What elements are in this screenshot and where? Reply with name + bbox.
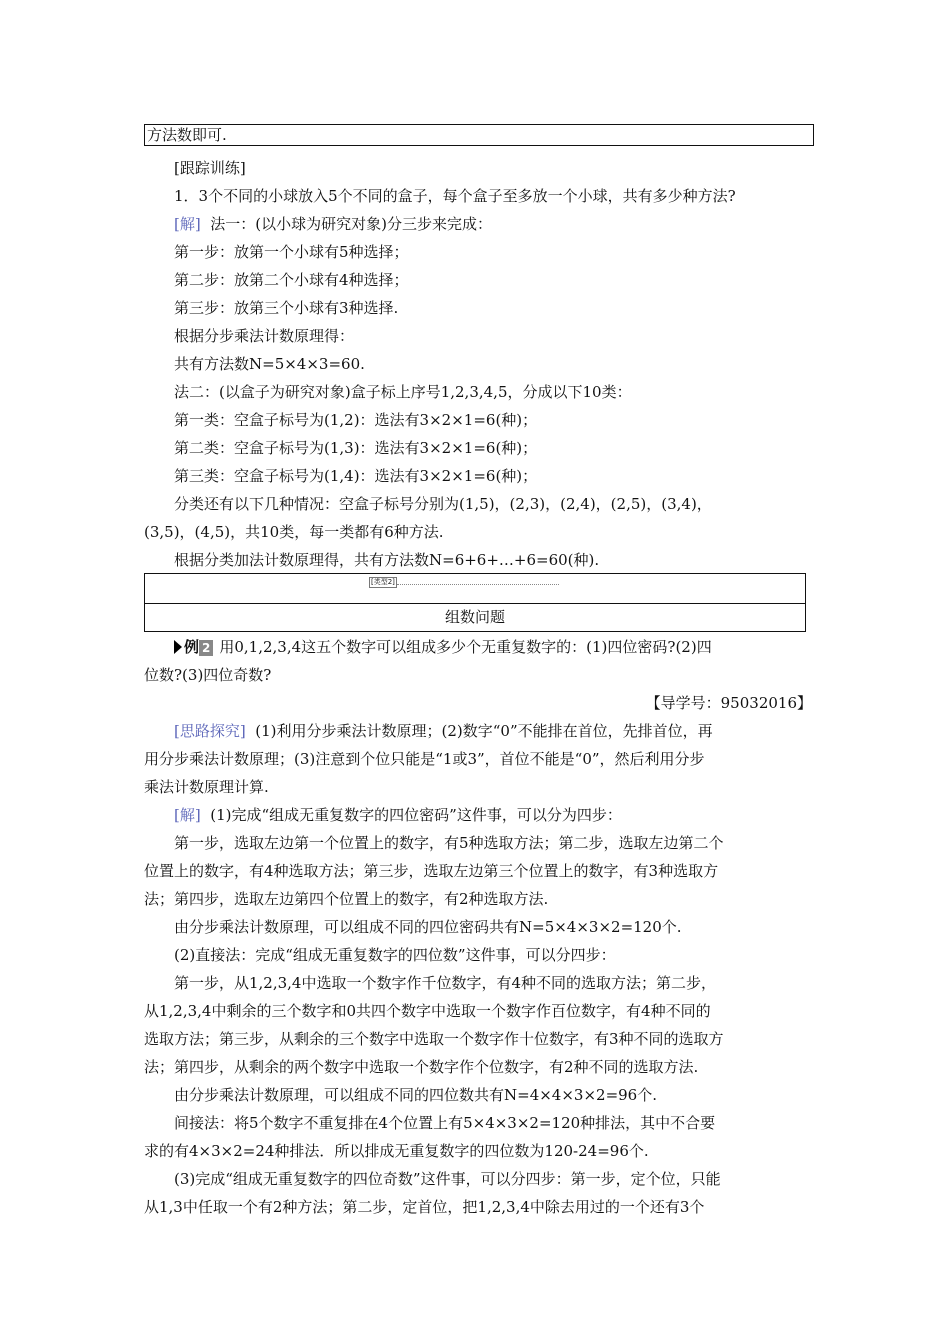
method2-other-cases: 分类还有以下几种情况：空盒子标号分别为(1,5)，(2,3)，(2,4)，(2,5)，(3,4)， (174, 495, 712, 513)
part1-result: 由分步乘法计数原理，可以组成不同的四位密码共有N=5×4×3×2=120个. (174, 918, 682, 936)
part1-text-a: 第一步，选取左边第一个位置上的数字，有5种选取方法；第二步，选取左边第二个 (174, 834, 724, 852)
method2-class2: 第二类：空盒子标号为(1,3)：选法有3×2×1=6(种)； (174, 439, 538, 457)
method1-step2: 第二步：放第二个小球有4种选择； (174, 271, 409, 289)
divider (145, 603, 805, 604)
hint-line (174, 721, 713, 741)
hint-label: [思路探究] (174, 722, 246, 740)
method1-step1: 第一步：放第一个小球有5种选择； (174, 243, 409, 261)
example-line (174, 637, 712, 657)
example-text: 用0,1,2,3,4这五个数字可以组成多少个无重复数字的：(1)四位密码?(2)四 (219, 638, 712, 656)
part2-text-a: 第一步，从1,2,3,4中选取一个数字作千位数字，有4种不同的选取方法；第二步， (174, 974, 717, 992)
part2-result: 由分步乘法计数原理，可以组成不同的四位数共有N=4×4×3×2=96个. (174, 1086, 657, 1104)
part3-text-b: 从1,3中任取一个有2种方法；第二步，定首位，把1,2,3,4中除去用过的一个还有3个 (144, 1198, 705, 1216)
follow-up-heading: [跟踪训练] (174, 159, 246, 177)
example-text-cont: 位数?(3)四位奇数? (144, 666, 272, 684)
part2-text-b: 从1,2,3,4中剩余的三个数字和0共四个数字中选取一个数字作百位数字，有4种不同的 (144, 1002, 711, 1020)
arrow-icon (174, 640, 182, 654)
method2-intro: 法二：(以盒子为研究对象)盒子标上序号1,2,3,4,5，分成以下10类： (174, 383, 632, 401)
solution-line (174, 214, 492, 234)
part1-text-b: 位置上的数字，有4种选取方法；第三步，选取左边第三个位置上的数字，有3种选取方 (144, 862, 719, 880)
continuation-text: 方法数即可. (147, 126, 227, 144)
part2-indirect: 间接法：将5个数字不重复排在4个位置上有5×4×3×2=120种排法，其中不合要 (174, 1114, 716, 1132)
method2-result: 根据分类加法计数原理得，共有方法数N=6+6+…+6=60(种). (174, 551, 600, 569)
type-title: 组数问题 (444, 608, 505, 626)
method1-intro: 法一：(以小球为研究对象)分三步来完成： (210, 215, 492, 233)
part2-intro: (2)直接法：完成“组成无重复数字的四位数”这件事，可以分四步： (174, 946, 616, 964)
part1-text-c: 法；第四步，选取左边第四个位置上的数字，有2种选取方法. (144, 890, 549, 908)
hint-text-3: 乘法计数原理计算. (144, 778, 269, 796)
method2-class3: 第三类：空盒子标号为(1,4)：选法有3×2×1=6(种)； (174, 467, 538, 485)
guide-number: 【导学号：95032016】 (645, 694, 812, 712)
method1-conclusion: 根据分步乘法计数原理得： (174, 327, 355, 345)
method2-other-cases-cont: (3,5)，(4,5)，共10类，每一类都有6种方法. (144, 523, 444, 541)
question-1: 1．3个不同的小球放入5个不同的盒子，每个盒子至多放一个小球，共有多少种方法? (174, 187, 736, 205)
dotted-rule (397, 584, 559, 585)
example-number: 2 (199, 640, 213, 656)
continuation-box (144, 124, 814, 146)
type-tag: [类型2] (371, 578, 395, 586)
type-heading-box (144, 573, 806, 632)
method1-result: 共有方法数N=5×4×3=60. (174, 355, 365, 373)
hint-text-2: 用分步乘法计数原理；(3)注意到个位只能是“1或3”，首位不能是“0”，然后利用分步 (144, 750, 705, 768)
part2-indirect-cont: 求的有4×3×2=24种排法．所以排成无重复数字的四位数为120-24=96个. (144, 1142, 649, 1160)
part1-intro: (1)完成“组成无重复数字的四位密码”这件事，可以分为四步： (210, 806, 622, 824)
solution2-line (174, 805, 622, 825)
solution-label: [解] (174, 215, 201, 233)
hint-text: (1)利用分步乘法计数原理；(2)数字“0”不能排在首位，先排首位，再 (255, 722, 713, 740)
solution2-label: [解] (174, 806, 201, 824)
part2-text-c: 选取方法；第三步，从剩余的三个数字中选取一个数字作十位数字，有3种不同的选取方 (144, 1030, 724, 1048)
method1-step3: 第三步：放第三个小球有3种选择. (174, 299, 399, 317)
part3-text-a: (3)完成“组成无重复数字的四位奇数”这件事，可以分四步：第一步，定个位，只能 (174, 1170, 721, 1188)
part2-text-d: 法；第四步，从剩余的两个数字中选取一个数字作个位数字，有2种不同的选取方法. (144, 1058, 699, 1076)
example-label: 例 (184, 638, 200, 656)
method2-class1: 第一类：空盒子标号为(1,2)：选法有3×2×1=6(种)； (174, 411, 538, 429)
